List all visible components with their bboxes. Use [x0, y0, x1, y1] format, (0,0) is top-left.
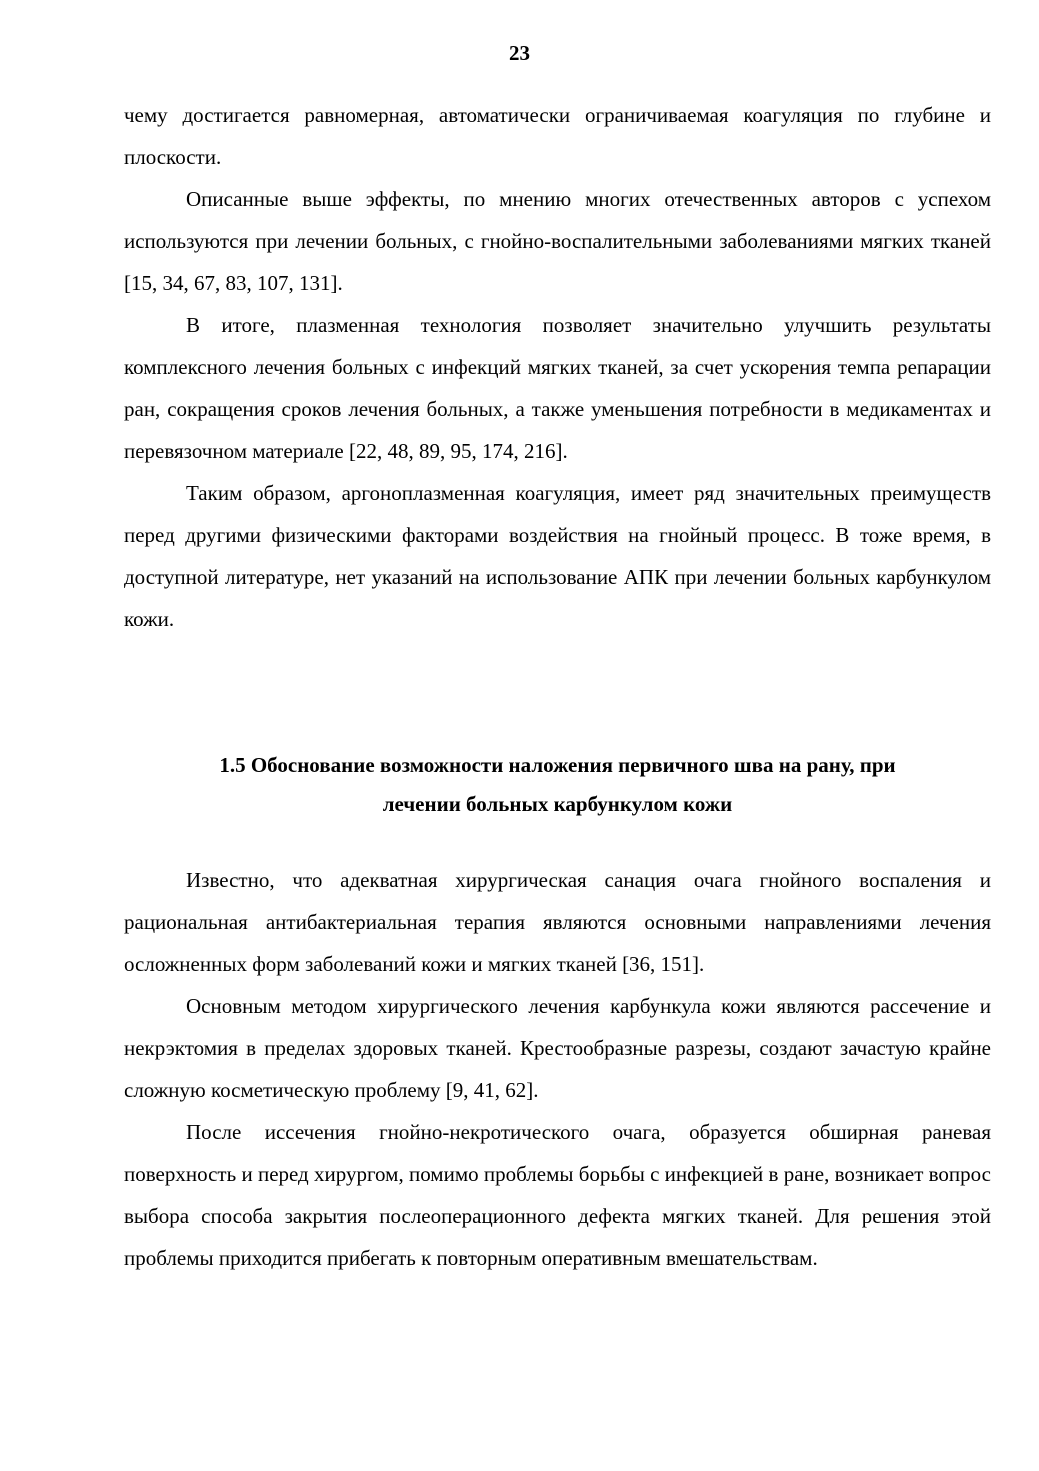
- paragraph: Основным методом хирургического лечения карбункула кожи являются рассечение и некрэктомия в пределах здоровых тканей. Крестообразные разрезы, создают зачастую крайне сложную косметическую проблему [9, 41, 62].: [124, 994, 991, 1102]
- section-heading-line-1: 1.5 Обоснование возможности наложения первичного шва на рану, при: [219, 753, 896, 777]
- body-text-top: [124, 94, 991, 640]
- body-text-bottom: [124, 859, 991, 1279]
- section-heading: [124, 746, 991, 824]
- paragraph: Таким образом, аргоноплазменная коагуляция, имеет ряд значительных преимуществ перед другими физическими факторами воздействия на гнойный процесс. В тоже время, в доступной литературе, нет указаний на использование АПК при лечении больных карбункулом кожи.: [124, 481, 991, 631]
- paragraph: После иссечения гнойно-некротического очага, образуется обширная раневая поверхность и перед хирургом, помимо проблемы борьбы с инфекцией в ране, возникает вопрос выбора способа закрытия послеоперационного дефекта мягких тканей. Для решения этой проблемы приходится прибегать к повторным оперативным вмешательствам.: [124, 1120, 991, 1270]
- section-heading-line-2: лечении больных карбункулом кожи: [382, 792, 733, 816]
- paragraph: В итоге, плазменная технология позволяет значительно улучшить результаты комплексного лечения больных с инфекций мягких тканей, за счет ускорения темпа репарации ран, сокращения сроков лечения больных, а также уменьшения потребности в медикаментах и перевязочном материале [22, 48, 89, 95, 174, 216].: [124, 313, 991, 463]
- paragraph: Описанные выше эффекты, по мнению многих отечественных авторов с успехом используются при лечении больных, с гнойно-воспалительными заболеваниями мягких тканей [15, 34, 67, 83, 107, 131].: [124, 187, 991, 295]
- paragraph: Известно, что адекватная хирургическая санация очага гнойного воспаления и рациональная антибактериальная терапия являются основными направлениями лечения осложненных форм заболеваний кожи и мягких тканей [36, 151].: [124, 868, 991, 976]
- paragraph-continuation: чему достигается равномерная, автоматически ограничиваемая коагуляция по глубине и плоскости.: [124, 103, 991, 169]
- page-number: 23: [509, 41, 530, 65]
